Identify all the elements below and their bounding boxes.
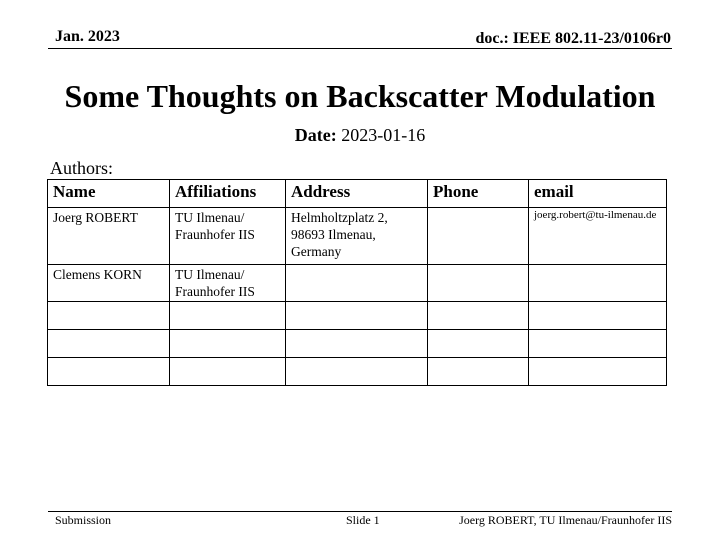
column-header-phone: Phone bbox=[428, 180, 529, 208]
column-header-affiliations: Affiliations bbox=[170, 180, 286, 208]
footer-divider bbox=[48, 511, 672, 512]
table-row bbox=[48, 265, 667, 302]
author-affiliation: TU Ilmenau/ Fraunhofer IIS bbox=[170, 208, 286, 265]
empty-cell bbox=[529, 302, 667, 330]
table-row bbox=[48, 330, 667, 358]
authors-table bbox=[47, 179, 667, 386]
author-address: Helmholtzplatz 2, 98693 Ilmenau, Germany bbox=[286, 208, 428, 265]
author-email bbox=[529, 265, 667, 302]
author-phone bbox=[428, 265, 529, 302]
date-value: 2023-01-16 bbox=[341, 125, 426, 145]
author-name: Clemens KORN bbox=[48, 265, 170, 302]
author-phone bbox=[428, 208, 529, 265]
empty-cell bbox=[428, 358, 529, 386]
author-affiliation: TU Ilmenau/ Fraunhofer IIS bbox=[170, 265, 286, 302]
empty-cell bbox=[529, 358, 667, 386]
empty-cell bbox=[48, 330, 170, 358]
footer-slide-number: Slide 1 bbox=[346, 513, 380, 527]
slide-title: Some Thoughts on Backscatter Modulation bbox=[64, 78, 656, 114]
column-header-address: Address bbox=[286, 180, 428, 208]
empty-cell bbox=[428, 302, 529, 330]
author-name: Joerg ROBERT bbox=[48, 208, 170, 265]
column-header-email: email bbox=[529, 180, 667, 208]
table-row bbox=[48, 302, 667, 330]
table-row bbox=[48, 208, 667, 265]
empty-cell bbox=[529, 330, 667, 358]
empty-cell bbox=[48, 302, 170, 330]
header-doc-id: doc.: IEEE 802.11-23/0106r0 bbox=[475, 30, 671, 47]
date-label: Date: bbox=[294, 125, 337, 145]
empty-cell bbox=[286, 302, 428, 330]
empty-cell bbox=[428, 330, 529, 358]
authors-label: Authors: bbox=[50, 158, 113, 178]
empty-cell bbox=[170, 330, 286, 358]
author-email: joerg.robert@tu-ilmenau.de bbox=[529, 208, 667, 265]
footer-author: Joerg ROBERT, TU Ilmenau/Fraunhofer IIS bbox=[459, 513, 672, 527]
table-row bbox=[48, 358, 667, 386]
empty-cell bbox=[286, 330, 428, 358]
header-date: Jan. 2023 bbox=[55, 28, 120, 45]
footer-submission: Submission bbox=[55, 513, 112, 527]
empty-cell bbox=[170, 302, 286, 330]
table-header-row bbox=[48, 180, 667, 208]
empty-cell bbox=[286, 358, 428, 386]
column-header-name: Name bbox=[48, 180, 170, 208]
date-line bbox=[0, 125, 720, 146]
empty-cell bbox=[48, 358, 170, 386]
header-divider bbox=[48, 48, 672, 49]
author-address bbox=[286, 265, 428, 302]
empty-cell bbox=[170, 358, 286, 386]
